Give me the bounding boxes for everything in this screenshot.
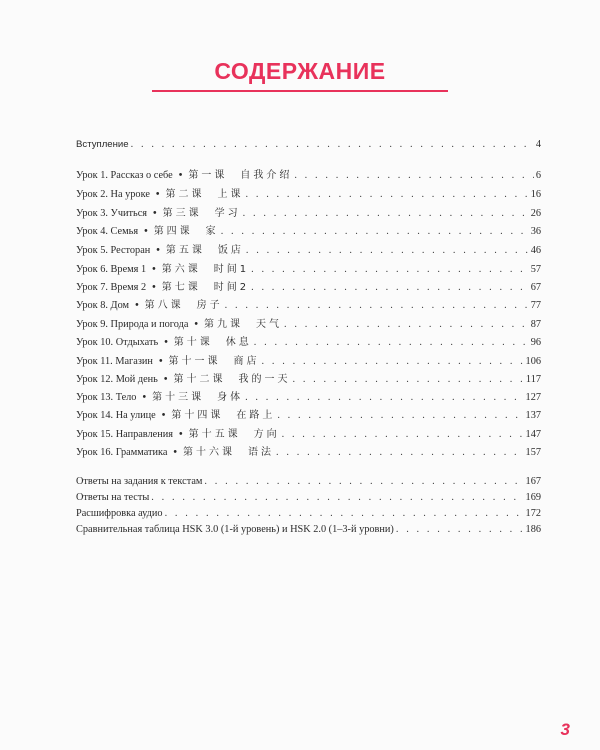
toc-entry-page: 96 (530, 337, 541, 348)
toc-entry-lesson[interactable] (76, 243, 541, 259)
bullet-separator: • (164, 337, 168, 348)
lesson-title-ru: Урок 12. Мой день (76, 374, 158, 385)
lesson-title-ru: Урок 8. Дом (76, 300, 130, 311)
toc-entry-lesson[interactable] (76, 298, 541, 314)
bullet-separator: • (178, 170, 183, 181)
toc-entry-lesson[interactable] (76, 262, 541, 278)
bullet-separator: • (179, 429, 183, 440)
toc-entry-lesson[interactable] (76, 408, 541, 424)
dot-leader (243, 206, 529, 222)
dot-leader (277, 408, 523, 424)
dot-leader (284, 317, 529, 333)
lesson-title-ru: Урок 16. Грамматика (76, 447, 168, 458)
toc-entry-page: 16 (530, 189, 541, 200)
bullet-separator: • (156, 245, 160, 256)
dot-leader (151, 490, 523, 506)
dot-leader (225, 298, 529, 314)
toc-entry-page: 169 (525, 492, 541, 503)
toc-entry-lesson[interactable] (76, 445, 541, 461)
lesson-title-zh: 第四课 家 (153, 226, 219, 237)
lesson-title-ru: Урок 15. Направления (76, 429, 173, 440)
bullet-separator: • (135, 300, 139, 311)
toc-entry-page: 87 (530, 319, 541, 330)
dot-leader (246, 187, 529, 203)
lesson-title-ru: Урок 11. Магазин (76, 356, 153, 367)
dot-leader (276, 445, 524, 461)
lesson-title-ru: Урок 4. Семья (76, 226, 139, 237)
lesson-title-ru: Урок 5. Ресторан (76, 245, 151, 256)
dot-leader (294, 168, 534, 184)
toc-entry-appendix[interactable] (76, 522, 541, 538)
lesson-title-zh: 第三课 学习 (162, 208, 241, 219)
dot-leader (131, 137, 534, 153)
toc-entry-page: 137 (525, 410, 541, 421)
toc-entry-label: Расшифровка аудио (76, 508, 163, 519)
lesson-title-zh: 第五课 饭店 (165, 245, 244, 256)
page-title: СОДЕРЖАНИЕ (214, 58, 386, 84)
bullet-separator: • (152, 264, 156, 275)
toc-entry-appendix[interactable] (76, 490, 541, 506)
toc-entry-lesson[interactable] (76, 335, 541, 351)
toc-entry-page: 186 (525, 524, 541, 535)
bullet-separator: • (158, 356, 163, 367)
lesson-title-zh: 第十四课 在路上 (171, 410, 276, 421)
toc-entry-lesson[interactable] (76, 206, 541, 222)
toc-entry-page: 117 (525, 374, 541, 385)
toc-entry-page: 67 (530, 282, 541, 293)
dot-leader (251, 280, 529, 296)
dot-leader (396, 522, 524, 538)
lesson-title-zh: 第十三课 身体 (152, 392, 244, 403)
toc-entry-page: 46 (530, 245, 541, 256)
dot-leader (292, 372, 523, 388)
page-number: 3 (560, 720, 570, 739)
bullet-separator: • (152, 282, 156, 293)
bullet-separator: • (161, 410, 166, 421)
toc-entry-lesson[interactable] (76, 354, 541, 370)
toc-entry-page: 172 (525, 508, 541, 519)
toc-entry-lesson[interactable] (76, 224, 541, 240)
dot-leader (221, 224, 529, 240)
bullet-separator: • (163, 374, 168, 385)
dot-leader (254, 335, 529, 351)
lesson-title-zh: 第七课 时间2 (161, 282, 250, 293)
dot-leader (204, 474, 523, 490)
lesson-title-ru: Урок 3. Учиться (76, 208, 148, 219)
lesson-title-ru: Урок 10. Отдыхать (76, 337, 159, 348)
bullet-separator: • (142, 392, 147, 403)
lesson-title-ru: Урок 13. Тело (76, 392, 137, 403)
toc-entry-page: 127 (525, 392, 541, 403)
toc-entry-lesson[interactable] (76, 168, 541, 184)
toc-entry-page: 77 (530, 300, 541, 311)
toc-entry-label: Вступление (76, 139, 129, 150)
lesson-title-zh: 第一课 自我介绍 (188, 170, 293, 181)
toc-entry-appendix[interactable] (76, 506, 541, 522)
lesson-title-ru: Урок 14. На улице (76, 410, 156, 421)
toc-entry-page: 6 (535, 170, 541, 181)
dot-leader (246, 243, 529, 259)
lesson-title-ru: Урок 9. Природа и погода (76, 319, 189, 330)
lesson-title-zh: 第二课 上课 (165, 189, 244, 200)
toc-entry-page: 157 (525, 447, 541, 458)
bullet-separator: • (144, 226, 148, 237)
lesson-title-ru: Урок 1. Рассказ о себе (76, 170, 173, 181)
toc-entry-page: 167 (525, 476, 541, 487)
toc-entry-intro[interactable] (76, 137, 541, 153)
lesson-title-zh: 第十六课 语法 (183, 447, 275, 458)
dot-leader (245, 390, 523, 406)
toc-entry-page: 106 (525, 356, 541, 367)
lesson-title-zh: 第九课 天气 (204, 319, 283, 330)
lesson-title-zh: 第十一课 商店 (168, 356, 260, 367)
lesson-title-ru: Урок 6. Время 1 (76, 264, 147, 275)
toc-entry-label: Ответы на задания к текстам (76, 476, 203, 487)
toc-entry-page: 36 (530, 226, 541, 237)
lesson-title-zh: 第六课 时间1 (161, 264, 250, 275)
toc-entry-lesson[interactable] (76, 280, 541, 296)
toc-entry-lesson[interactable] (76, 427, 541, 443)
dot-leader (262, 354, 524, 370)
lesson-title-zh: 第十五课 方向 (188, 429, 280, 440)
lesson-title-ru: Урок 2. На уроке (76, 189, 150, 200)
toc-entry-lesson[interactable] (76, 372, 541, 388)
bullet-separator: • (173, 447, 178, 458)
toc-entry-page: 4 (535, 139, 541, 150)
title-underline (152, 90, 448, 92)
dot-leader (165, 506, 524, 522)
lesson-title-ru: Урок 7. Время 2 (76, 282, 147, 293)
toc-entry-label: Сравнительная таблица HSK 3.0 (1-й уровень) и HSK 2.0 (1–3-й уровни) (76, 524, 394, 535)
toc-entry-page: 57 (530, 264, 541, 275)
toc-entry-page: 147 (525, 429, 541, 440)
toc-entry-label: Ответы на тесты (76, 492, 150, 503)
lesson-title-zh: 第十课 休息 (173, 337, 252, 348)
dot-leader (282, 427, 524, 443)
toc-entry-lesson[interactable] (76, 317, 541, 333)
lesson-title-zh: 第十二课 我的一天 (173, 374, 291, 385)
bullet-separator: • (155, 189, 160, 200)
toc-entry-appendix[interactable] (76, 474, 541, 490)
toc-entry-page: 26 (530, 208, 541, 219)
toc-entry-lesson[interactable] (76, 390, 541, 406)
bullet-separator: • (153, 208, 157, 219)
lesson-title-zh: 第八课 房子 (144, 300, 223, 311)
bullet-separator: • (194, 319, 199, 330)
toc-entry-lesson[interactable] (76, 187, 541, 203)
dot-leader (251, 262, 529, 278)
